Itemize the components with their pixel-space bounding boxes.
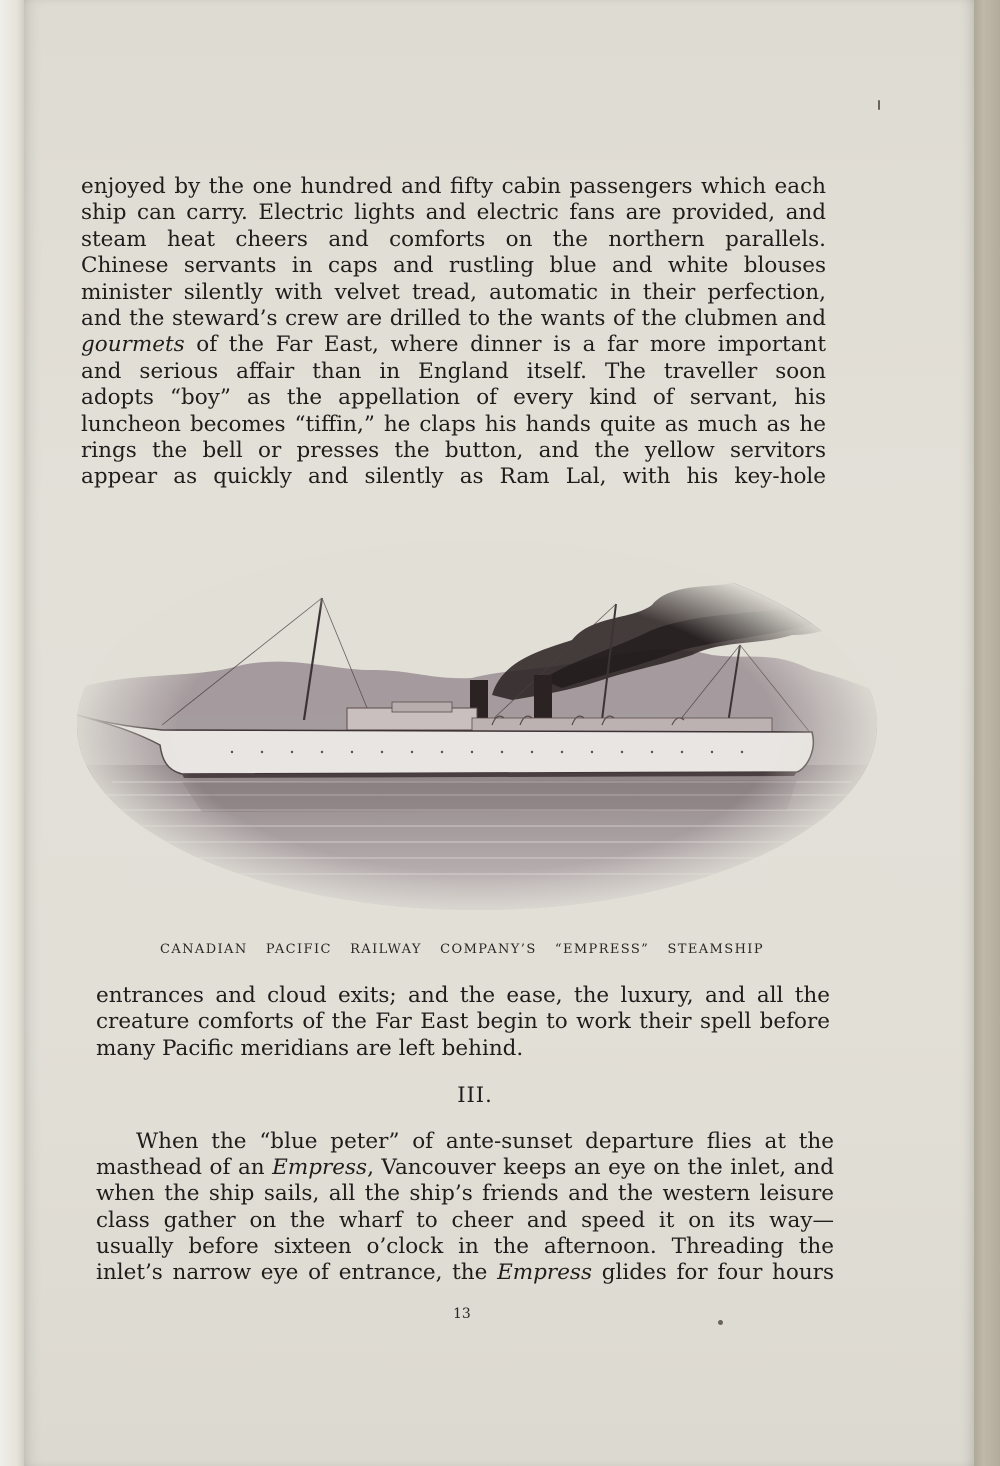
text-line: luncheon becomes “tiffin,” he claps his hands quite as much as he bbox=[81, 411, 826, 437]
text-line: appear as quickly and silently as Ram Lal, with his key-hole bbox=[81, 464, 826, 490]
paragraph-middle bbox=[96, 983, 830, 1062]
text-line: class gather on the wharf to cheer and speed it on its way— bbox=[96, 1207, 834, 1233]
italic-word: gourmets bbox=[81, 332, 185, 358]
text-line: When the “blue peter” of ante-sunset departure flies at the bbox=[136, 1129, 834, 1154]
text-line: enjoyed by the one hundred and fifty cabin passengers which each bbox=[81, 174, 826, 199]
paper-speck bbox=[878, 100, 880, 110]
page-number: 13 bbox=[453, 1306, 471, 1322]
paragraph-top bbox=[81, 174, 826, 491]
text-line last-line: many Pacific meridians are left behind. bbox=[96, 1035, 524, 1061]
text-line: minister silently with velvet tread, automatic in their perfection, bbox=[81, 279, 826, 305]
text-line: when the ship sails, all the ship’s friends and the western leisure bbox=[96, 1181, 834, 1207]
text-line: entrances and cloud exits; and the ease, the luxury, and all the bbox=[96, 983, 830, 1008]
page-edge-right bbox=[970, 0, 1000, 1466]
text-line: gourmets of the Far East, where dinner is a far more important bbox=[81, 332, 826, 358]
steamship-illustration bbox=[72, 520, 882, 920]
paper-speck bbox=[718, 1320, 723, 1325]
text-line: usually before sixteen o’clock in the afternoon. Threading the bbox=[96, 1233, 834, 1259]
italic-word: Empress bbox=[272, 1155, 368, 1181]
text-line: and serious affair than in England itself. The traveller soon bbox=[81, 358, 826, 384]
paragraph-bottom bbox=[96, 1129, 834, 1286]
text-line: adopts “boy” as the appellation of every kind of servant, his bbox=[81, 385, 826, 411]
illustration-caption: CANADIAN PACIFIC RAILWAY COMPANY’S “EMPRESS” STEAMSHIP bbox=[160, 942, 764, 957]
text-line: masthead of an Empress, Vancouver keeps an eye on the inlet, and bbox=[96, 1155, 834, 1181]
section-heading: III. bbox=[457, 1083, 493, 1107]
text-line: rings the bell or presses the button, and the yellow servitors bbox=[81, 437, 826, 463]
italic-word: Empress bbox=[497, 1259, 592, 1285]
text-line: Chinese servants in caps and rustling blue and white blouses bbox=[81, 253, 826, 279]
text-line: ship can carry. Electric lights and electric fans are provided, and bbox=[81, 200, 826, 226]
text-line: creature comforts of the Far East begin to work their spell before bbox=[96, 1009, 830, 1035]
text-line: steam heat cheers and comforts on the northern parallels. bbox=[81, 226, 826, 252]
text-line: inlet’s narrow eye of entrance, the Empress glides for four hours bbox=[96, 1259, 834, 1285]
text-line: and the steward’s crew are drilled to the wants of the clubmen and bbox=[81, 305, 826, 331]
